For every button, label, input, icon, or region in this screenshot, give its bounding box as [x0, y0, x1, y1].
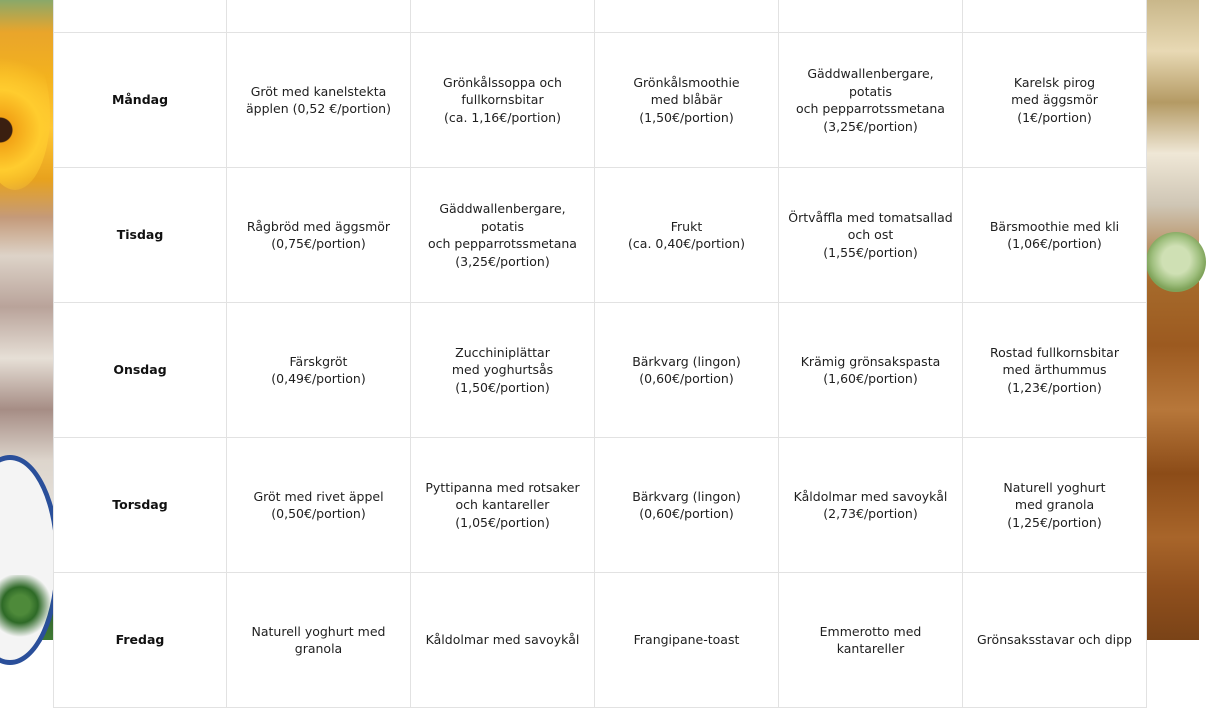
meal-cell: Gröt med rivet äppel (0,50€/portion) — [227, 438, 411, 573]
day-cell: Måndag — [54, 33, 227, 168]
table-row — [54, 438, 1147, 573]
food-photo-left — [0, 0, 53, 640]
table-row — [54, 573, 1147, 708]
food-photo-right — [1146, 0, 1199, 640]
day-cell — [54, 0, 227, 33]
meal-cell: Zucchiniplättar med yoghurtsås (1,50€/portion) — [411, 303, 595, 438]
table-row — [54, 0, 1147, 33]
meal-cell: Emmerotto med kantareller — [779, 573, 963, 708]
day-cell: Fredag — [54, 573, 227, 708]
meal-cell: Bärkvarg (lingon) (0,60€/portion) — [595, 438, 779, 573]
meal-cell: Bärkvarg (lingon) (0,60€/portion) — [595, 303, 779, 438]
meal-cell — [227, 0, 411, 33]
meal-cell — [595, 0, 779, 33]
meal-plan-table-container — [53, 0, 1146, 656]
table-row — [54, 303, 1147, 438]
meal-cell: Rostad fullkornsbitar med ärthummus (1,23€/portion) — [963, 303, 1147, 438]
meal-cell: Krämig grönsakspasta (1,60€/portion) — [779, 303, 963, 438]
meal-cell: Gäddwallenbergare, potatis och pepparrotssmetana (3,25€/portion) — [411, 168, 595, 303]
meal-cell: Frangipane-toast — [595, 573, 779, 708]
table-row — [54, 168, 1147, 303]
meal-cell: Naturell yoghurt med granola — [227, 573, 411, 708]
day-cell: Tisdag — [54, 168, 227, 303]
table-row — [54, 33, 1147, 168]
meal-cell: Grönkålsmoothie med blåbär (1,50€/portion) — [595, 33, 779, 168]
meal-cell: Grönsaksstavar och dipp — [963, 573, 1147, 708]
meal-cell: Gröt med kanelstekta äpplen (0,52 €/portion) — [227, 33, 411, 168]
meal-cell: Grönkålssoppa och fullkornsbitar (ca. 1,16€/portion) — [411, 33, 595, 168]
meal-cell: Bärsmoothie med kli (1,06€/portion) — [963, 168, 1147, 303]
meal-cell: Kåldolmar med savoykål — [411, 573, 595, 708]
cup-decoration — [1146, 232, 1206, 292]
meal-cell: Karelsk pirog med äggsmör (1€/portion) — [963, 33, 1147, 168]
meal-cell: Gäddwallenbergare, potatis och pepparrotssmetana (3,25€/portion) — [779, 33, 963, 168]
meal-cell: Kåldolmar med savoykål (2,73€/portion) — [779, 438, 963, 573]
meal-cell: Frukt (ca. 0,40€/portion) — [595, 168, 779, 303]
meal-cell — [411, 0, 595, 33]
meal-cell: Rågbröd med äggsmör (0,75€/portion) — [227, 168, 411, 303]
meal-cell — [963, 0, 1147, 33]
meal-cell: Örtvåffla med tomatsallad och ost (1,55€/portion) — [779, 168, 963, 303]
flower-decoration — [0, 40, 50, 190]
meal-cell — [779, 0, 963, 33]
day-cell: Torsdag — [54, 438, 227, 573]
herb-decoration — [0, 575, 53, 640]
meal-cell: Färskgröt (0,49€/portion) — [227, 303, 411, 438]
meal-cell: Naturell yoghurt med granola (1,25€/portion) — [963, 438, 1147, 573]
day-cell: Onsdag — [54, 303, 227, 438]
meal-plan-table — [53, 0, 1147, 708]
meal-cell: Pyttipanna med rotsaker och kantareller (1,05€/portion) — [411, 438, 595, 573]
